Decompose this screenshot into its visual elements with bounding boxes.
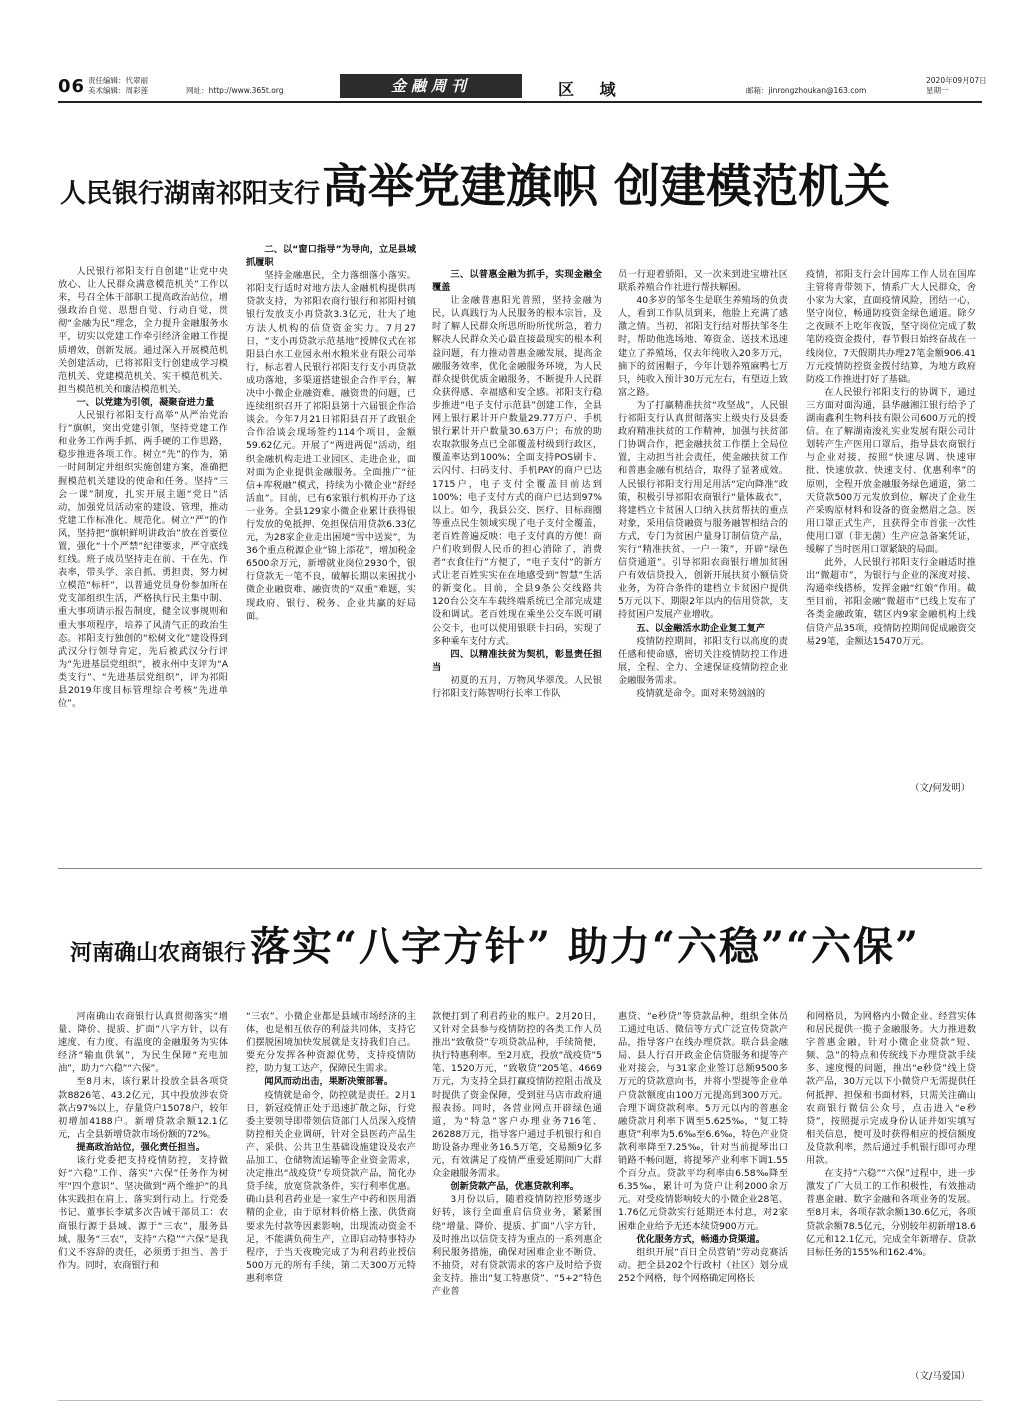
article2-headline bbox=[70, 915, 920, 972]
art-editor-line: 美术编辑：周彩莲 bbox=[88, 86, 148, 95]
article1-column: 二、以“窗口指导”为导向，立足县域抓履职 坚持金融惠民，全力落细落小落实。祁阳支行适时对地方法人金融机构提供再贷款支持，为祁阳农商行银行和祁阳村镇银行发放支小再贷款3.3亿元，壮大了地方法人机构的信贷资金实力。7月27日，“支小再贷款示范基地”授牌仪式在祁阳县白水工业园永州水粮米业有限公司举行，标志着人民银行祁阳支行支小再贷款成功落地，多渠道搭建银企合作平台，解决中小微企业融资难、融资贵的问题，已连续组织召开了祁阳县第十六届银企作洽谈会。今年7月21日祁阳县召开了政银企合作洽谈会现场签约114个项目，金额59.62亿元。开展了“两进两促”活动，组织金融机构走进工业园区、走进企业，面对面为企业提供金融服务。全面推广“征信+库税融”模式，持续为小微企业“舒经活血”。目前，已有6家银行机构开办了这一业务。全县129家小微企业累计获得银行发放的免抵押、免担保信用贷款6.33亿元，为28家企业走出困境“雪中送炭”，为36个重点税源企业“锦上添花”，增加税金6500余万元，新增就业岗位2930个，银行贷款无一笔不良，破解长期以来困扰小微企业融资难、融资贵的“双重”难题，实现政府、银行、税务、企业共赢的好局面。 bbox=[246, 244, 416, 622]
article2-headline-prefix: 河南确山农商银行 bbox=[70, 941, 247, 966]
editor-line: 责任编辑：代翠丽 bbox=[88, 76, 148, 85]
email-address[interactable]: 邮箱：jinrongzhoukan@163.com bbox=[746, 86, 867, 95]
header-divider bbox=[58, 101, 982, 103]
article1-byline: （文/何发明） bbox=[910, 783, 971, 794]
page-header bbox=[58, 74, 987, 100]
issue-date: 2020年09月07日 bbox=[926, 76, 987, 85]
article1-headline bbox=[60, 150, 890, 216]
article2-column: 惠贷、“e秒贷”等贷款品种，组织全体员工通过电话、微信等方式广泛宣传贷款产品，指导客户在线办理贷款。联合县金融局、县人行召开政金企信贷服务和提等产业对接会，与31家企业签订总额9500多万元的贷款意向书，并将小型提等企业单户贷款额度由100万元提高到300万元。合理下调贷款利率。5万元以内的普惠金融贷款月利率下调至5.625‰，“复工特惠贷”利率为5.6‰至6.6‰，特色产业贷款利率降至7.25‰，针对当前提琴出口销路不畅问题，将提琴产业利率下调1.55个百分点。贷款平均利率由6.58‰降至6.35‰，累计可为贷户让利2000余万元。对受疫情影响较大的小微企业28笔、1.76亿元贷款实行延期还本付息，对2家困难企业给予无还本续贷900万元。 优化服务方式，畅通办贷渠道。 组织开展“百日全员营销”劳动竞赛活动。把全县202个行政村（社区）划分成252个网格，每个网格确定网格长 bbox=[618, 1011, 788, 1284]
page-number: 06 bbox=[58, 76, 86, 97]
article2-column: “三农”、小微企业都是县域市场经济的主体，也是相互依存的利益共同体，支持它们摆脱困境加快发展就是支持我们自己。要充分发挥各种资源优势，支持疫情防控，助力复工达产，保障民生需求。 闻风而动出击，果断决策部署。 疫情就是命令，防控就是责任。2月1日，新冠疫情正处于迅速扩散之际，行党委主要领导即带领信贷部门人员深入疫情防控相关企业调研，针对全县医药产品生产、采供、公共卫生基础设施建设及农产品加工、仓储物流运输等企业资金需求，决定推出“战疫贷”专项贷款产品，简化办贷手续，放宽贷款条件，实行利率优惠。确山县利君药业是一家生产中药和医用酒精的企业，由于原材料价格上涨、供货商要求先付款等因素影响，出现流动资金不足，不能满负荷生产，立即启动特事特办程序，于当天夜晚完成了为利君药业授信500万元的所有手续，第二天300万元特惠利率贷 bbox=[246, 1011, 416, 1284]
footer-divider bbox=[58, 1400, 982, 1401]
brand-banner: 金融周刊 bbox=[340, 74, 522, 98]
article-divider bbox=[58, 868, 982, 869]
article2-byline: （文/马爱国） bbox=[910, 1371, 971, 1382]
article1-column: 员一行迎着骄阳，又一次来到进宝塘社区联系养殖合作社进行帮扶解困。 40多岁的邹冬生是联生养殖场的负责人，看到工作队员到来，他脸上充满了感激之情。当初，祁阳支行结对帮扶邹冬生时，帮助他选场地、筹资金、送技术迅速建立了养殖场，仅去年纯收入20多万元，摘下的贫困帽子，今年计划养殖麻鸭七万只，纯收入预计30万元左右，有望迈上致富之路。 为了打赢精准扶贫“攻坚战”，人民银行祁阳支行认真贯彻落实上级央行及县委政府精准扶贫的工作精神，加强与扶贫部门协调合作，把金融扶贫工作摆上全局位置，主动担当社会责任，使金融扶贫工作和普惠金融有机结合，取得了显著成效。人民银行祁阳支行用足用活“定向降准”政策，积极引导祁阳农商银行“量体裁衣”，将建档立卡贫困人口纳入扶贫帮扶的重点对象，采用信贷融资与服务融智相结合的方式，专门为贫困户量身订制信贷产品，实行“精准扶贫、一户一策”，开辟“绿色信贷通道”。引导祁阳农商银行增加贫困户有效信贷投入，创新开展扶贫小额信贷业务，为符合条件的建档立卡贫困户提供5万元以下、期限2年以内的信用贷款，支持贫困户发展产业增收。 五、以金融活水助企业复工复产 疫情防控期间，祁阳支行以高度的责任感和使命感，密切关注疫情防控工作进展，全程、全力、全速保证疫情防控企业金融服务需求。 疫情就是命令。面对来势汹汹的 bbox=[618, 269, 788, 699]
article1-column: 三、以普惠金融为抓手，实现金融全覆盖 让金融普惠阳光普照，坚持金融为民，认真践行为人民服务的根本宗旨，及时了解人民群众所思所盼所忧所急，着力解决人民群众关心最直接最现实的根本利益问题，有力推动普惠金融发展，提高金融服务效率，优化金融服务环境，为人民群众提供优质金融服务，不断提升人民群众获得感、幸福感和安全感。祁阳支行稳步推进“电子支付示范县”创建工作，全县网上银行累计开户数量29.77万户、手机银行累计开户数量30.63万户；布放的助农取款服务点已全部覆盖村级到行政区，覆盖率达到100%；全面支持POS刷卡、云闪付、扫码支付、手机PAY的商户已达1715户，电子支付全覆盖目前达到100%；电子支付方式的商户已达到97%以上。如今，我县公交、医疗、目标商圈等重点民生领域实现了电子支付全覆盖，老百姓普遍反映：电子支付真的方便！商户们收到假人民币的担心消除了，消费者“衣食住行”方便了，“电子支付”的新方式让老百姓实实在在地感受到“智慧”生活的新变化。目前，全县9条公交线路共120台公交车车载终端系统已全部完成建设和调试。老百姓现在乘坐公交车既可刷公交卡，也可以使用银联卡扫码，实现了多种乘车支付方式。 四、以精准扶贫为契机，彰显责任担当 初夏的五月，万物风华翠茂。人民银行祁阳支行陈智明行长率工作队 bbox=[432, 269, 602, 699]
article2-headline-main: 落实“八字方针” 助力“六稳”“六保” bbox=[250, 923, 920, 970]
section-name: 区 域 bbox=[558, 80, 626, 99]
article1-headline-prefix: 人民银行湖南祁阳支行 bbox=[60, 179, 321, 209]
article1-column: 疫情，祁阳支行会计国库工作人员在国库主管将青带领下，情系广大人民群众，舍小家为大家，直面疫情风险，团结一心，坚守岗位，畅通防疫资金绿色通道。除夕之夜顾不上吃年夜饭，坚守岗位完成了数笔防疫资金拨付，春节假日始终奋战在一线岗位，7天假期共办理27笔金额906.41万元疫情防控资金拨付结算，为地方政府防疫工作推进打好了基础。 在人民银行祁阳支行的协调下，通过三方面对面沟通，县华融湘江银行给予了湖南鑫利生物科技有限公司600万元的授信。在了解湖南浚礼实业发展有限公司计划转产生产医用口罩后，指导县农商银行与企业对接，按照“快速尽调、快速审批、快速放款、快速支付、优惠利率”的原则，全程开放金融服务绿色通道，第二天贷款500万元发放到位，解决了企业生产采购原材料和设备的资金燃眉之急。医用口罩正式生产，且获得全市首张一次性使用口罩（非无菌）生产应急备案凭证，缓解了当时医用口罩紧缺的局面。 此外，人民银行祁阳支行金融适时推出“微超市”，为银行与企业的深度对接、沟通牵线搭桥，发挥金融“红娘”作用。截至目前，祁阳金融“微超市”已线上发布了各类金融政策，辖区内9家金融机构上线信贷产品35项，疫情防控期间促成融资交易29笔，金额达15470万元。 bbox=[806, 269, 976, 647]
article2-column: 河南确山农商银行认真贯彻落实“增量、降价、提质、扩面”八字方针，以有速度、有力度、有温度的金融服务为实体经济“输血供氧”，为民生保障“充电加油”，助力“六稳”“六保”。 至8月末，该行累计投放全县各项贷款8826笔、43.2亿元，其中投放涉农贷款占97%以上，存量贷户15078户，较年初增加4188户。新增贷款余额12.1亿元，占全县新增贷款市场份额的72%。 提高政治站位，强化责任担当。 该行党委把支持疫情防控，支持做好“六稳”工作、落实“六保”任务作为树牢“四个意识”、坚决做到“两个维护”的具体实践担在肩上、落实到行动上。行党委书记、董事长李斌多次告诫干部员工：农商银行源于县域、源于“三农”，服务县域、服务“三农”，支持“六稳”“六保”是我们义不容辞的责任，必须勇于担当、善于作为。同时，农商银行和 bbox=[58, 1011, 228, 1271]
article1-column: 人民银行祁阳支行自创建“让党中央放心、让人民群众满意模范机关”工作以来，号召全体干部职工提高政治站位，增强政治自觉、思想自觉、行动自觉，贯彻“金融为民”理念，全力提升金融服务水平，切实以党建工作牵引经济金融工作提质增效，创新发展。通过深入开展模范机关创建活动，已将祁阳支行创建成学习模范机关、党建模范机关、实干模范机关、担当模范机关和廉洁模范机关。 一、以党建为引领，凝聚奋进力量 人民银行祁阳支行高举“从严治党治行”旗帜，突出党建引领，坚持党建工作和业务工作两手抓、两手硬的工作思路，稳步推进各项工作。树立“先”的作为，第一时间制定并组织实施创建方案，准确把握模范机关建设的使命和任务。坚持“三会一课”制度，扎实开展主题“党日”活动，加强党员活动室的建设、管理，推动党建工作标准化、规范化。树立“严”的作风，坚持把“旗帜鲜明讲政治”放在首要位置，强化“十个严禁”纪律要求，严守底线红线。班子成员坚持走在前、干在先、作表率，带头学、亲自抓、勇担责，努力树立模范“标杆”，以普通党员身份参加所在党支部组织生活，严格执行民主集中制、重大事项请示报告制度，健全议事规则和重大事项程序，培养了风清气正的政治生态。祁阳支行独创的“松树文化”建设得到武汉分行领导肯定，先后被武汉分行评为“先进基层党组织”，被永州中支评为“A类支行”、“先进基层党组织”，评为祁阳县2019年度目标管理综合考核“先进单位”。 bbox=[58, 266, 228, 710]
article2-column: 和网格员，为网格内小微企业、经营实体和居民提供一揽子金融服务。大力推进数字普惠金融，针对小微企业贷款“短、频、急”的特点和传统线下办理贷款手续多、速度慢的问题，推出“e秒贷”线上贷款产品，30万元以下小微贷户无需提供任何抵押、担保和书面材料，只需关注确山农商银行微信公众号，点击进入“e秒贷”，按照提示完成身份认证并如实填写相关信息，便可及时获得相应的授信额度及贷款利率，然后通过手机银行即可办理用款。 在支持“六稳”“六保”过程中，进一步激发了广大员工的工作积极性，有效推动普惠金融、数字金融和各项业务的发展。至8月末，各项存款余额130.6亿元，各项贷款余额78.5亿元，分别较年初新增18.6亿元和12.1亿元，完成全年新增存、贷款目标任务的155%和162.4%。 bbox=[806, 1011, 976, 1258]
article1-headline-main: 高举党建旗帜 创建模范机关 bbox=[322, 159, 891, 213]
editor-credits bbox=[88, 76, 148, 96]
website-link[interactable]: 网址：http://www.365t.org bbox=[186, 86, 284, 95]
issue-weekday: 星期一 bbox=[926, 86, 949, 95]
article2-column: 款便打到了利君药业的账户。2月20日，又针对全县参与疫情防控的各类工作人员推出“致敬贷”专项贷款品种，手续简便，执行特惠利率。至2月底，投放“战疫贷”5笔、1520万元，“致敬贷”205笔、4669万元，为支持全县打赢疫情防控阻击战及时提供了资金保障，受到驻马店市政府通报表扬。同时，各营业网点开辟绿色通道，为“特急”客户办理业务716笔、26288万元，指导客户通过手机银行和自助设备办理业务16.5万笔，交易额9亿多元，有效满足了疫情严重爱延期间广大群众金融服务需求。 创新贷款产品，优惠贷款利率。 3月份以后，随着疫情防控形势逐步好转，该行全面重启信贷业务，紧紧围绕“增量、降价、提质、扩面”八字方针，及时推出以信贷支持为重点的一系列惠企利民服务措施，确保对困难企业不断贷、不抽贷，对有贷款需求的客户及时给予资金支持。推出“复工特惠贷”、“5+2”特色产业普 bbox=[432, 1011, 602, 1297]
